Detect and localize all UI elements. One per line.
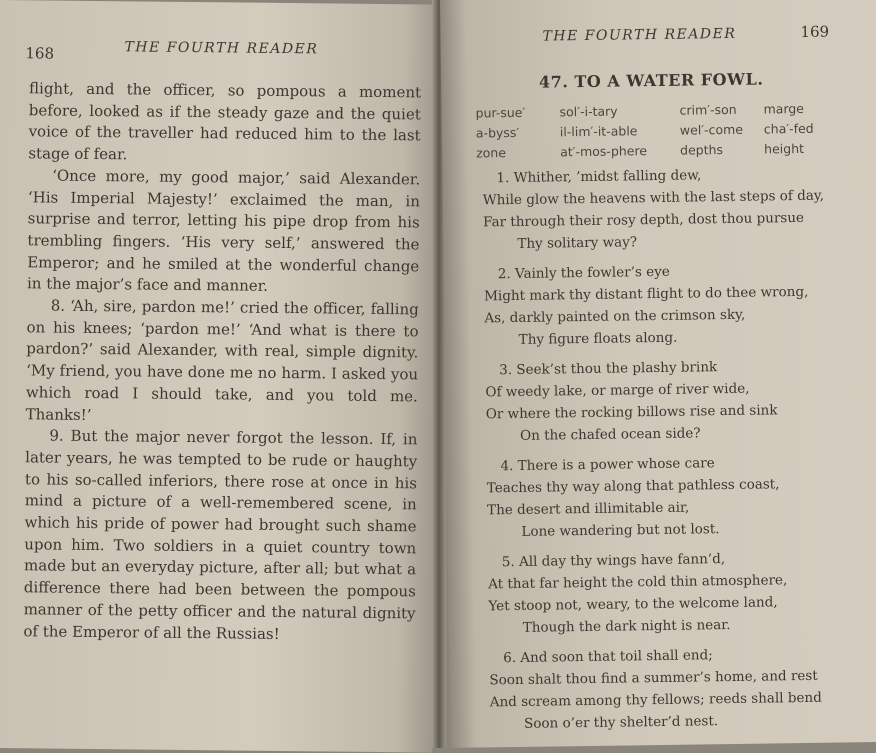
vocab-column: [763, 99, 814, 160]
vocab-word: marge: [763, 100, 805, 117]
poem-line: Teaches thy way along that pathless coast,: [486, 476, 780, 497]
stanza: [489, 642, 850, 735]
poem-line: 2. Vainly the fowler’s eye: [497, 263, 670, 283]
vocab-column: [679, 100, 743, 161]
paragraph: 8. ‘Ah, sire, pardon me!’ cried the officer, falling on his knees; ‘pardon me!’ ‘And what is there to pardon?’ said Alexander, with real, simple dignity. ‘My friend, you have done me no harm. I asked you which road I should take, and you told me. Thanks!’: [25, 296, 419, 424]
poem-line: The desert and illimitable air,: [487, 499, 690, 519]
vocab-word: crim′-son: [679, 101, 737, 118]
left-page-body: [23, 78, 421, 646]
poem-line: On the chafed ocean side?: [519, 425, 701, 444]
poem-line: Though the dark night is near.: [522, 617, 731, 636]
lesson-title: 47. TO A WATER FOWL.: [538, 69, 764, 92]
poem-line: And scream among thy fellows; reeds shall bend: [489, 689, 822, 711]
poem-line: Soon shalt thou find a summer’s home, and rest: [489, 667, 818, 689]
poem-line: 6. And soon that toil shall end;: [503, 647, 713, 667]
poem-line: Thy solitary way?: [517, 234, 638, 252]
poem-line: Soon o’er thy shelter’d nest.: [524, 713, 719, 732]
vocab-word: at′-mos-phere: [560, 143, 648, 160]
vocab-word: cha′-fed: [763, 120, 814, 137]
poem-line: 3. Seek’st thou the plashy brink: [499, 359, 718, 379]
poem-line: As, darkly painted on the crimson sky,: [484, 306, 746, 327]
poem-line: While glow the heavens with the last steps of day,: [482, 187, 825, 209]
vocab-word: pur-sue′: [475, 104, 526, 121]
poem-line: At that far height the cold thin atmosphere,: [488, 572, 788, 593]
poem-line: Or where the rocking billows rise and sink: [485, 402, 778, 423]
right-running-head: THE FOURTH READER: [542, 25, 737, 45]
poem-line: 5. All day thy wings have fann’d,: [501, 551, 726, 571]
right-page-number: 169: [800, 22, 830, 41]
paragraph: flight, and the officer, so pompous a moment before, looked as if the steady gaze and the quiet voice of the traveller had reduced him to the last stage of fear.: [28, 79, 422, 164]
poem-line: Might mark thy distant flight to do thee wrong,: [484, 283, 809, 305]
vocabulary-list: [475, 98, 835, 161]
poem-line: Of weedy lake, or marge of river wide,: [485, 380, 750, 401]
left-page-number: 168: [25, 44, 55, 63]
right-page: [440, 0, 876, 748]
poem-line: 1. Whither, ’midst falling dew,: [496, 167, 702, 187]
vocab-word: zone: [476, 145, 507, 161]
poem-line: Lone wandering but not lost.: [521, 521, 720, 540]
poem-line: 4. There is a power whose care: [500, 455, 715, 475]
poem-line: Far through their rosy depth, dost thou pursue: [482, 209, 805, 231]
vocab-word: depths: [680, 142, 724, 158]
poem-line: Thy figure floats along.: [518, 329, 678, 348]
stanza: [486, 450, 847, 543]
stanza: [485, 354, 846, 447]
paragraph: ‘Once more, my good major,’ said Alexander. ‘His Imperial Majesty!’ exclaimed the man, in surprise and terror, letting his pipe drop from his trembling fingers. ‘His very self,’ answered the Emperor; and he smiled at the wonderful change in the major’s face and manner.: [26, 166, 421, 296]
poem-line: Yet stoop not, weary, to the welcome land,: [488, 594, 778, 615]
vocab-column: [475, 103, 526, 164]
left-running-head: THE FOURTH READER: [124, 39, 319, 58]
vocab-word: il-lim′-it-able: [559, 123, 638, 140]
vocab-word: sol′-i-tary: [559, 103, 618, 120]
paragraph: 9. But the major never forgot the lesson. If, in later years, he was tempted to be rude or haughty to his so-called inferiors, there rose at once in his mind a picture of a well-remembered scene, in which his pride of power had brought such shame upon him. Two soldiers in a quiet country town made but an everyday picture, after all; but what a difference there had been between the pompous manner of the petty officer and the natural dignity of the Emperor of all the Russias!: [23, 426, 418, 643]
stanza: [484, 258, 845, 351]
stanza: [482, 162, 843, 255]
vocab-word: a-byss′: [475, 124, 520, 141]
vocab-word: height: [764, 140, 805, 157]
vocab-word: wel′-come: [679, 121, 744, 138]
poem: [482, 162, 850, 743]
stanza: [488, 546, 849, 639]
vocab-column: [559, 101, 647, 162]
